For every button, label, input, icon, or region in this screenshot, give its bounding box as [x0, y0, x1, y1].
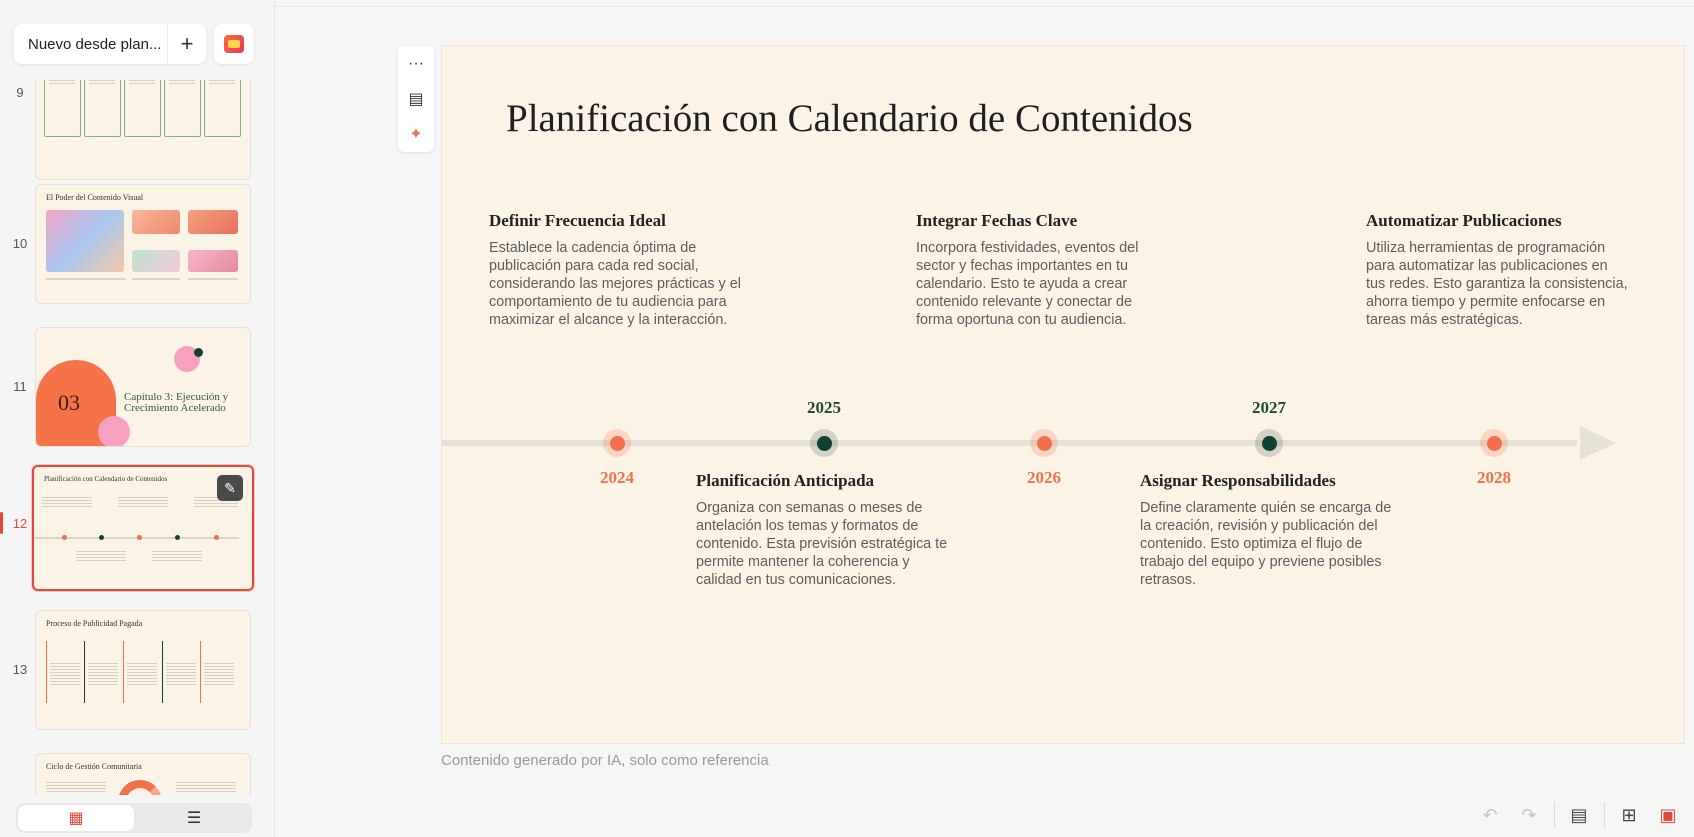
item-heading: Asignar Responsabilidades	[1140, 471, 1336, 490]
film-strip-icon[interactable]: ▦	[18, 805, 134, 831]
ai-disclaimer: Contenido generado por IA, solo como referencia	[441, 752, 769, 769]
slide-view-icon[interactable]: ▣	[1659, 804, 1677, 825]
brand-kit-icon	[224, 35, 244, 53]
timeline-dot-2028	[1480, 429, 1508, 457]
active-slide-marker	[0, 512, 3, 534]
timeline-arrow	[1580, 426, 1616, 460]
timeline-item-top-3[interactable]	[1366, 211, 1628, 329]
toolbar-separator	[1554, 802, 1555, 828]
slide-number: 12	[12, 516, 28, 531]
list-icon[interactable]: ☰	[186, 810, 202, 827]
add-slide-button[interactable]: +	[180, 31, 194, 56]
new-from-template-button[interactable]: Nuevo desde plan...	[14, 24, 168, 64]
item-body: Incorpora festividades, eventos del sector y fechas importantes en tu calendario. Esto te ayuda a crear contenido relevante y conectar de forma oportuna con tu audiencia.	[916, 240, 1139, 328]
timeline-item-bottom-2[interactable]	[1140, 471, 1392, 589]
slide-thumbnail-13[interactable]	[35, 610, 251, 730]
timeline-item-top-2[interactable]	[916, 211, 1166, 329]
new-from-template-group	[14, 24, 206, 64]
year-label: 2027	[1252, 398, 1286, 417]
slide-tools	[398, 46, 434, 152]
top-divider	[275, 6, 1694, 7]
item-body: Define claramente quién se encarga de la creación, revisión y publicación del contenido. Esto optimiza el flujo de trabajo del equipo y previene posibles retrasos.	[1140, 500, 1392, 588]
thumbnail-title: Planificación con Calendario de Contenidos	[44, 475, 168, 483]
redo-icon[interactable]: ↷	[1521, 804, 1537, 825]
toolbar-separator	[1604, 802, 1605, 828]
year-label: 2026	[1027, 468, 1061, 487]
slide-number: 9	[16, 85, 24, 100]
year-label: 2028	[1477, 468, 1511, 487]
timeline-dot-2025	[810, 429, 838, 457]
brand-kit-button[interactable]	[214, 24, 254, 64]
item-heading: Planificación Anticipada	[696, 471, 875, 490]
slide-number: 13	[12, 662, 28, 677]
item-heading: Definir Frecuencia Ideal	[489, 211, 666, 230]
slide-thumbnail-12[interactable]	[32, 465, 254, 591]
chapter-number: 03	[58, 390, 80, 415]
ai-sparkle-icon[interactable]: ✦	[409, 126, 423, 144]
notes-icon[interactable]: ▤	[1570, 804, 1588, 825]
item-heading: Automatizar Publicaciones	[1366, 211, 1562, 230]
undo-icon[interactable]: ↶	[1482, 804, 1498, 825]
item-body: Utiliza herramientas de programación para automatizar las publicaciones en tus redes. Esto garantiza la consistencia, ahorra tiempo y permite enfocarse en tareas más estratégicas.	[1366, 240, 1628, 328]
more-icon[interactable]: ···	[408, 54, 424, 72]
slide-title[interactable]: Planificación con Calendario de Contenidos	[506, 97, 1193, 140]
view-mode-tabs	[16, 803, 252, 833]
timeline-dot-2027	[1255, 429, 1283, 457]
item-heading: Integrar Fechas Clave	[916, 211, 1078, 230]
slide-thumbnail-14[interactable]	[35, 753, 251, 795]
slide-thumbnail-10[interactable]	[35, 184, 251, 304]
slide-number: 11	[13, 379, 27, 394]
grid-view-icon[interactable]: ⊞	[1621, 804, 1637, 825]
thumbnail-title: El Poder del Contenido Visual	[46, 193, 144, 202]
slide-number: 10	[12, 236, 28, 251]
year-label: 2024	[600, 468, 634, 487]
item-body: Establece la cadencia óptima de publicación para cada red social, considerando las mejores prácticas y el comportamiento de tu audiencia para maximizar el alcance y la interacción.	[489, 240, 741, 328]
item-body: Organiza con semanas o meses de antelación los temas y formatos de contenido. Esta previsión estratégica te permite mantener la coherencia y calidad en tus comunicaciones.	[696, 500, 948, 588]
year-label: 2025	[807, 398, 841, 417]
slide-list	[0, 80, 275, 795]
timeline-dot-2026	[1030, 429, 1058, 457]
thumbnail-title: Proceso de Publicidad Pagada	[46, 619, 143, 628]
timeline-item-top-1[interactable]	[489, 211, 751, 329]
slide-sidebar	[0, 0, 275, 837]
slide-canvas[interactable]	[441, 45, 1685, 744]
ai-edit-icon[interactable]: ✎	[217, 475, 243, 501]
timeline-dot-2024	[603, 429, 631, 457]
thumbnail-title: Ciclo de Gestión Comunitaria	[46, 762, 142, 771]
thumbnail-title: Capítulo 3: Ejecución y Crecimiento Acelerado	[124, 391, 229, 414]
slide-thumbnail-9[interactable]	[35, 80, 251, 180]
slide-thumbnail-11[interactable]	[35, 327, 251, 447]
timeline-item-bottom-1[interactable]	[696, 471, 958, 589]
layout-icon[interactable]: ▤	[408, 90, 424, 108]
